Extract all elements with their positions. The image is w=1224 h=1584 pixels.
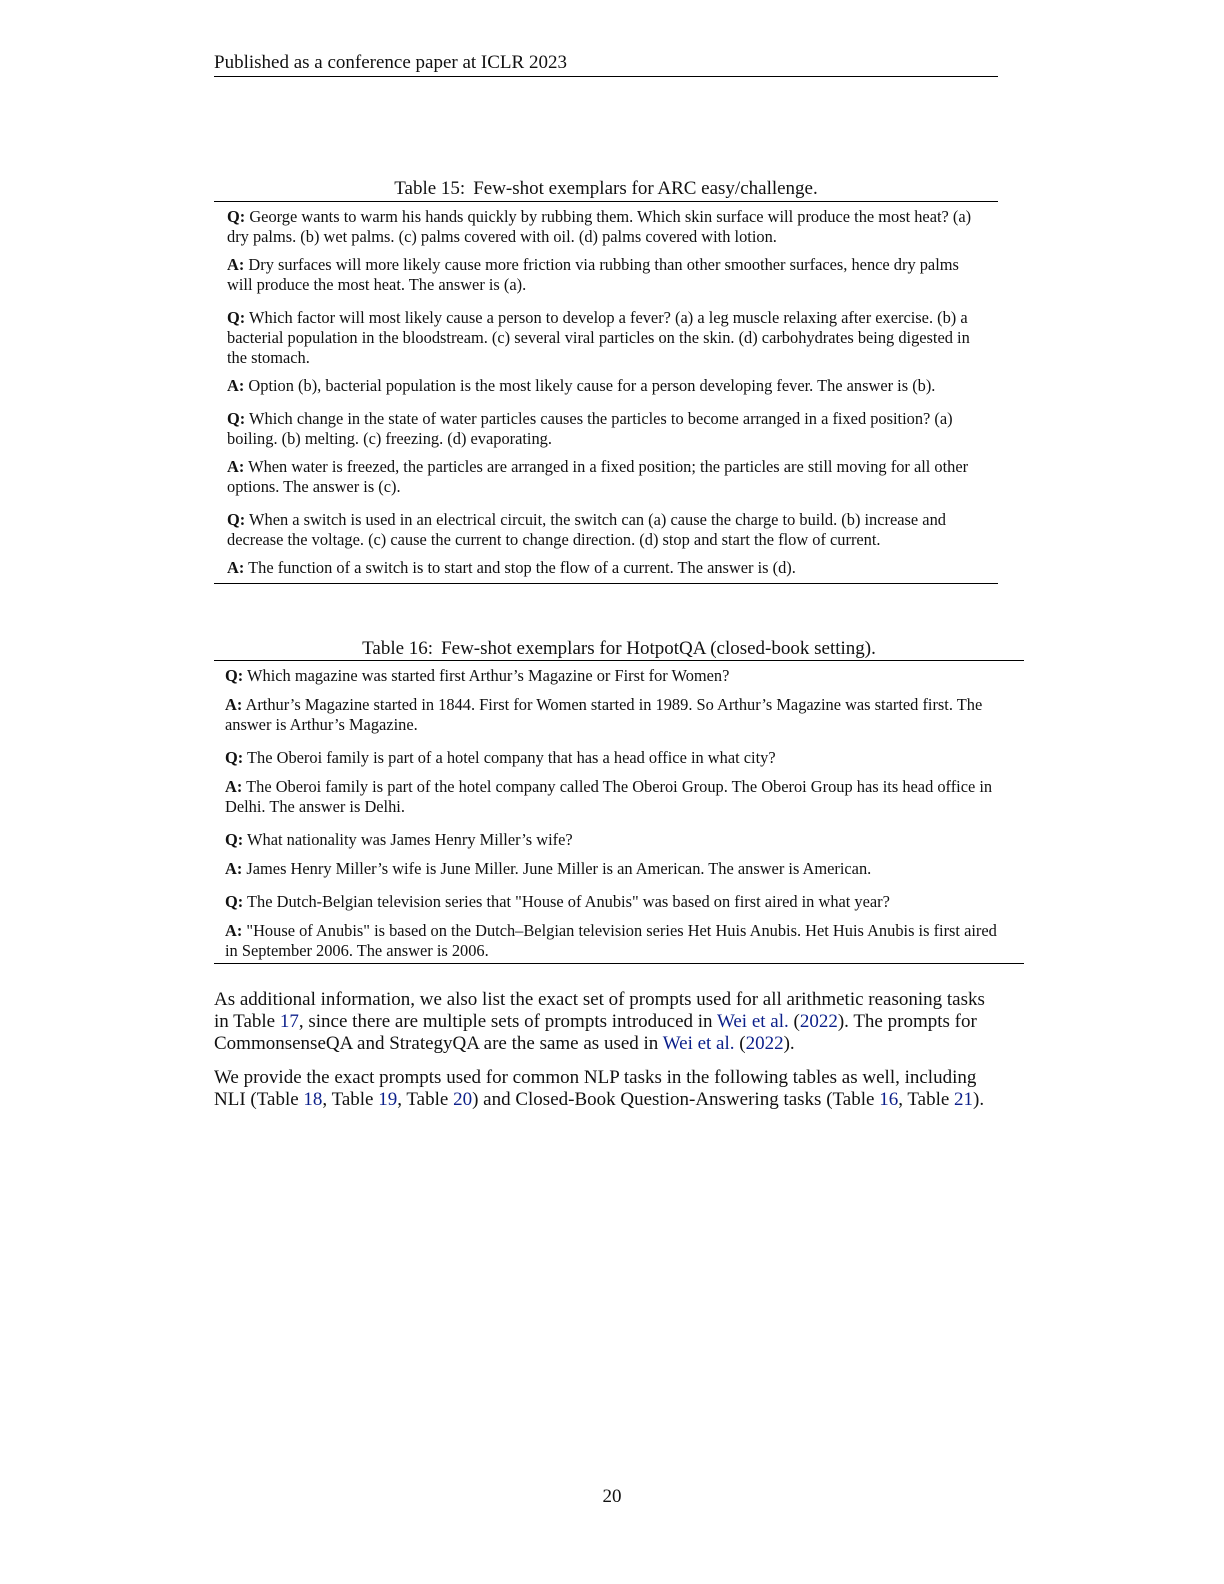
table-row: A: Option (b), bacterial population is the most likely cause for a person developing fever. The answer is (b).	[227, 376, 936, 395]
table-18-link[interactable]: 18	[303, 1089, 323, 1110]
table-row: Q: Which factor will most likely cause a person to develop a fever? (a) a leg muscle relaxing after exercise. (b) a bacterial population in the bloodstream. (c) several viral particles on the skin. (d) carbohydrates being digested in the stomach.	[227, 308, 970, 367]
citation-year-link[interactable]: 2022	[799, 1011, 838, 1032]
page-number: 20	[602, 1486, 622, 1507]
table-row: A: The Oberoi family is part of the hotel company called The Oberoi Group. The Oberoi Group has its head office in Delhi. The answer is Delhi.	[225, 777, 993, 816]
table-21-link[interactable]: 21	[954, 1089, 974, 1110]
table-row: Q: George wants to warm his hands quickly by rubbing them. Which skin surface will produce the most heat? (a) dry palms. (b) wet palms. (c) palms covered with oil. (d) palms covered with lotion.	[227, 207, 972, 246]
running-header: Published as a conference paper at ICLR 2023	[214, 51, 998, 77]
table-row: A: James Henry Miller’s wife is June Miller. June Miller is an American. The answer is American.	[225, 859, 872, 878]
table-row: A: The function of a switch is to start and stop the flow of a current. The answer is (d).	[227, 558, 796, 577]
table-row: A: When water is freezed, the particles are arranged in a fixed position; the particles are still moving for all other options. The answer is (c).	[227, 457, 969, 496]
table-16-label: Table 16:	[362, 638, 434, 659]
table-16-link[interactable]: 16	[879, 1089, 899, 1110]
table-row: A: Dry surfaces will more likely cause more friction via rubbing than other smoother surfaces, hence dry palms will produce the most heat. The answer is (a).	[227, 255, 959, 294]
citation-year-link[interactable]: 2022	[745, 1033, 784, 1054]
table-row: Q: The Oberoi family is part of a hotel company that has a head office in what city?	[225, 748, 776, 767]
table-row: Q: Which change in the state of water particles causes the particles to become arranged in a fixed position? (a) boiling. (b) melting. (c) freezing. (d) evaporating.	[227, 409, 953, 448]
table-row: Q: The Dutch-Belgian television series that "House of Anubis" was based on first aired in what year?	[225, 892, 890, 911]
citation-wei-link[interactable]: Wei et al.	[662, 1033, 735, 1054]
table-row: Q: What nationality was James Henry Miller’s wife?	[225, 830, 573, 849]
table-15-title: Few-shot exemplars for ARC easy/challenge.	[473, 178, 818, 199]
table-16-caption	[214, 638, 1024, 660]
table-16	[214, 660, 1024, 964]
table-row: A: "House of Anubis" is based on the Dutch–Belgian television series Het Huis Anubis. Het Huis Anubis is first aired in September 2006. The answer is 2006.	[225, 921, 997, 960]
table-16-title: Few-shot exemplars for HotpotQA (closed-book setting).	[441, 638, 876, 659]
table-row: A: Arthur’s Magazine started in 1844. First for Women started in 1989. So Arthur’s Magazine was started first. The answer is Arthur’s Magazine.	[225, 695, 983, 734]
table-15-caption	[214, 178, 998, 200]
table-19-link[interactable]: 19	[378, 1089, 398, 1110]
paragraph-2: We provide the exact prompts used for common NLP tasks in the following tables as well, including NLI (Table 18, Table 19, Table 20) and Closed-Book Question-Answering tasks (Table 16, Table 21).	[214, 1067, 985, 1110]
table-row: Q: Which magazine was started first Arthur’s Magazine or First for Women?	[225, 666, 730, 685]
paragraph-1: As additional information, we also list the exact set of prompts used for all arithmetic reasoning tasks in Table 17, since there are multiple sets of prompts introduced in Wei et al. (2022). The prompts for CommonsenseQA and StrategyQA are the same as used in Wei et al. (2022).	[214, 989, 985, 1054]
citation-wei-link[interactable]: Wei et al.	[716, 1011, 789, 1032]
table-15-label: Table 15:	[394, 178, 466, 199]
table-15	[214, 201, 998, 584]
table-17-link[interactable]: 17	[279, 1011, 299, 1032]
table-row: Q: When a switch is used in an electrical circuit, the switch can (a) cause the charge to build. (b) increase and decrease the voltage. (c) cause the current to change direction. (d) stop and start the flow of current.	[227, 510, 946, 549]
table-20-link[interactable]: 20	[453, 1089, 473, 1110]
body-text	[214, 989, 1004, 1123]
